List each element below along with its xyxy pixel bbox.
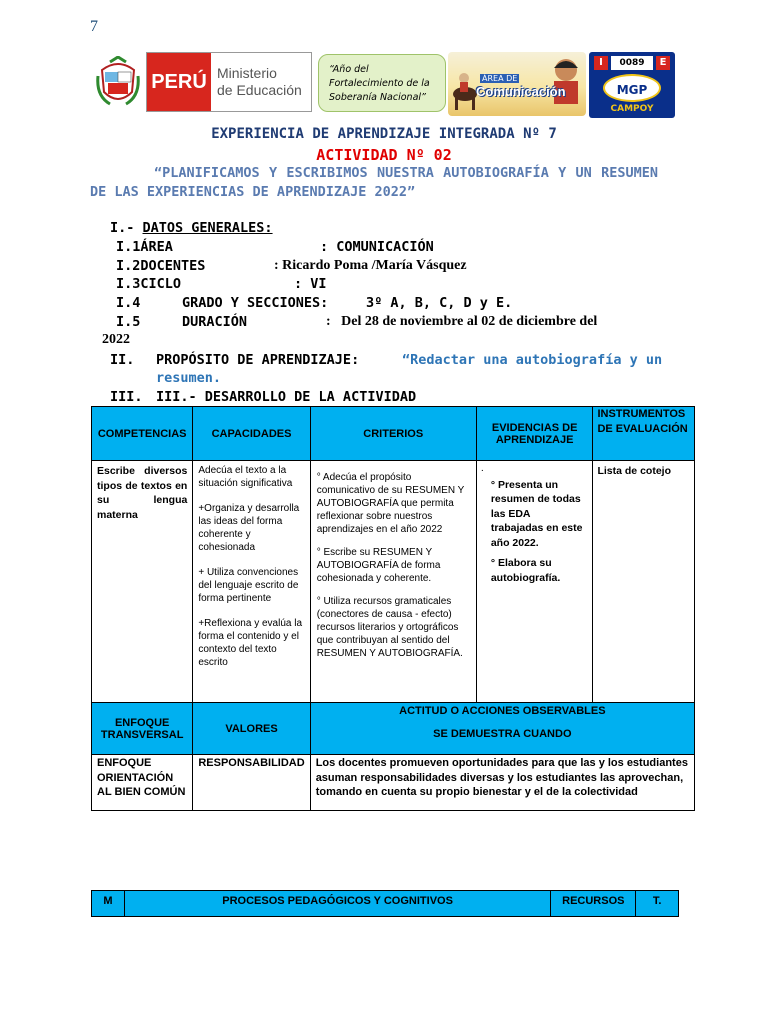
criterio-item: ° Adecúa el propósito comunicativo de su RESUMEN Y AUTOBIOGRAFÍA que permita reflexionar sobre nuestros aprendizajes en el año 2022 xyxy=(316,472,465,535)
row-area-value: : COMUNICACIÓN xyxy=(320,239,434,255)
activity-name xyxy=(90,164,658,202)
header-procesos: PROCESOS PEDAGÓGICOS Y COGNITIVOS xyxy=(124,891,551,917)
enfoque-cell: ENFOQUE ORIENTACIÓN AL BIEN COMÚN xyxy=(92,755,193,811)
purpose-value-1: “Redactar una autobiografía y un xyxy=(402,352,663,368)
row-docentes-value: : Ricardo Poma /María Vásquez xyxy=(274,258,467,273)
area-logo-small-text: ÁREA DE xyxy=(482,74,518,83)
motto-line-3: Soberanía Nacional” xyxy=(329,92,426,103)
capacidad-item: +Organiza y desarrolla las ideas del forma coherente y cohesionada xyxy=(198,503,300,553)
header-instrumentos: INSTRUMENTOS DE EVALUACIÓN xyxy=(593,407,695,461)
motto-line-2: Fortalecimiento de la xyxy=(329,78,430,89)
header-m: M xyxy=(92,891,125,917)
header-actitud xyxy=(310,703,694,755)
school-logo xyxy=(589,52,675,118)
row-grado-value: 3º A, B, C, D y E. xyxy=(366,295,513,311)
minedu-logo xyxy=(146,52,312,112)
section-prefix: I.- xyxy=(110,220,143,236)
criterios-cell xyxy=(310,461,476,703)
area-logo-title: Comunicación xyxy=(476,84,566,99)
year-motto xyxy=(318,54,446,112)
row-grado-label: GRADO Y SECCIONES: xyxy=(182,295,329,311)
row-ciclo-num: I.3CICLO xyxy=(116,276,182,292)
row-grado-num: I.4 xyxy=(116,295,141,311)
actitud-header-line-1: ACTITUD O ACCIONES OBSERVABLES xyxy=(399,705,606,717)
actitud-header-line-2: SE DEMUESTRA CUANDO xyxy=(433,728,572,740)
school-logo-i: I xyxy=(594,56,608,70)
ministry-line-2: de Educación xyxy=(217,82,302,98)
row-ciclo-value: : VI xyxy=(294,276,327,292)
motto-line-1: “Año del xyxy=(329,64,369,75)
header-valores: VALORES xyxy=(193,703,310,755)
page-number: 7 xyxy=(90,18,98,35)
purpose-num: II. xyxy=(110,352,135,368)
activity-name-text: “PLANIFICAMOS Y ESCRIBIMOS NUESTRA AUTOBIOGRAFÍA Y UN RESUMEN DE LAS EXPERIENCIAS DE APRENDIZAJE 2022” xyxy=(90,165,658,200)
school-logo-name: CAMPOY xyxy=(610,104,654,114)
capacidad-item: + Utiliza convenciones del lenguaje escrito de forma pertinente xyxy=(198,567,299,604)
evidencia-item: ° Elabora su autobiografía. xyxy=(490,557,561,584)
capacidades-cell xyxy=(193,461,310,703)
row-duracion-value: : Del 28 de noviembre al 02 de diciembre del xyxy=(326,314,598,329)
capacidad-item: Adecúa el texto a la situación significativa xyxy=(198,465,293,489)
header-capacidades: CAPACIDADES xyxy=(193,407,310,461)
procesos-table xyxy=(91,890,679,917)
purpose-label: PROPÓSITO DE APRENDIZAJE: xyxy=(156,352,360,368)
row-area-num: I.1ÁREA xyxy=(116,239,173,255)
section-datos-generales xyxy=(110,220,273,236)
evidencias-dot: . xyxy=(480,462,484,474)
header-tiempo: T. xyxy=(636,891,679,917)
peru-coat-of-arms-icon xyxy=(96,56,140,108)
evidencia-item: ° Presenta un resumen de todas las EDA trabajadas en este año 2022. xyxy=(490,478,583,549)
activity-title: ACTIVIDAD Nº 02 xyxy=(316,146,452,164)
competencia-cell: Escribe diversos tipos de textos en su lengua materna xyxy=(92,461,193,703)
ministry-line-1: Ministerio xyxy=(217,65,277,81)
criterio-item: ° Escribe su RESUMEN Y AUTOBIOGRAFÍA de forma cohesionada y coherente. xyxy=(316,547,441,584)
row-duracion-label: DURACIÓN xyxy=(182,314,248,330)
school-logo-number: 0089 xyxy=(611,56,653,70)
experience-title: EXPERIENCIA DE APRENDIZAJE INTEGRADA Nº 7 xyxy=(211,126,557,142)
area-comunicacion-logo xyxy=(448,52,586,116)
actitud-cell: Los docentes promueven oportunidades para que las y los estudiantes asuman responsabilidades diversas y los estudiantes las aprovechan, tomando en cuenta su propio bienestar y el de la colectividad xyxy=(310,755,694,811)
school-logo-emblem: MGP xyxy=(603,74,661,102)
header-evidencias: EVIDENCIAS DE APRENDIZAJE xyxy=(476,407,593,461)
header-competencias: COMPETENCIAS xyxy=(92,407,193,461)
valor-cell: RESPONSABILIDAD xyxy=(193,755,310,811)
section-heading: DATOS GENERALES: xyxy=(142,220,273,236)
row-duracion-year: 2022 xyxy=(102,332,130,347)
capacidad-item: +Reflexiona y evalúa la forma el contenido y el contexto del texto escrito xyxy=(198,618,303,668)
purpose-value-2: resumen. xyxy=(156,370,222,386)
dev-num: III. xyxy=(110,389,143,405)
dev-label: III.- DESARROLLO DE LA ACTIVIDAD xyxy=(156,389,417,405)
header-criterios: CRITERIOS xyxy=(310,407,476,461)
evidencias-cell xyxy=(476,461,593,703)
header-recursos: RECURSOS xyxy=(551,891,636,917)
row-duracion-num: I.5 xyxy=(116,314,141,330)
school-logo-e: E xyxy=(656,56,670,70)
competencias-table xyxy=(91,406,695,811)
peru-label: PERÚ xyxy=(147,53,211,111)
row-docentes-num: I.2DOCENTES xyxy=(116,258,206,274)
header-enfoque: ENFOQUE TRANSVERSAL xyxy=(92,703,193,755)
instrumentos-cell: Lista de cotejo xyxy=(593,461,695,703)
criterio-item: ° Utiliza recursos gramaticales (conectores de causa - efecto) recursos literarios y ortográficos que contribuyan al sentido del RESUMEN Y AUTOBIOGRAFÍA. xyxy=(316,596,463,659)
